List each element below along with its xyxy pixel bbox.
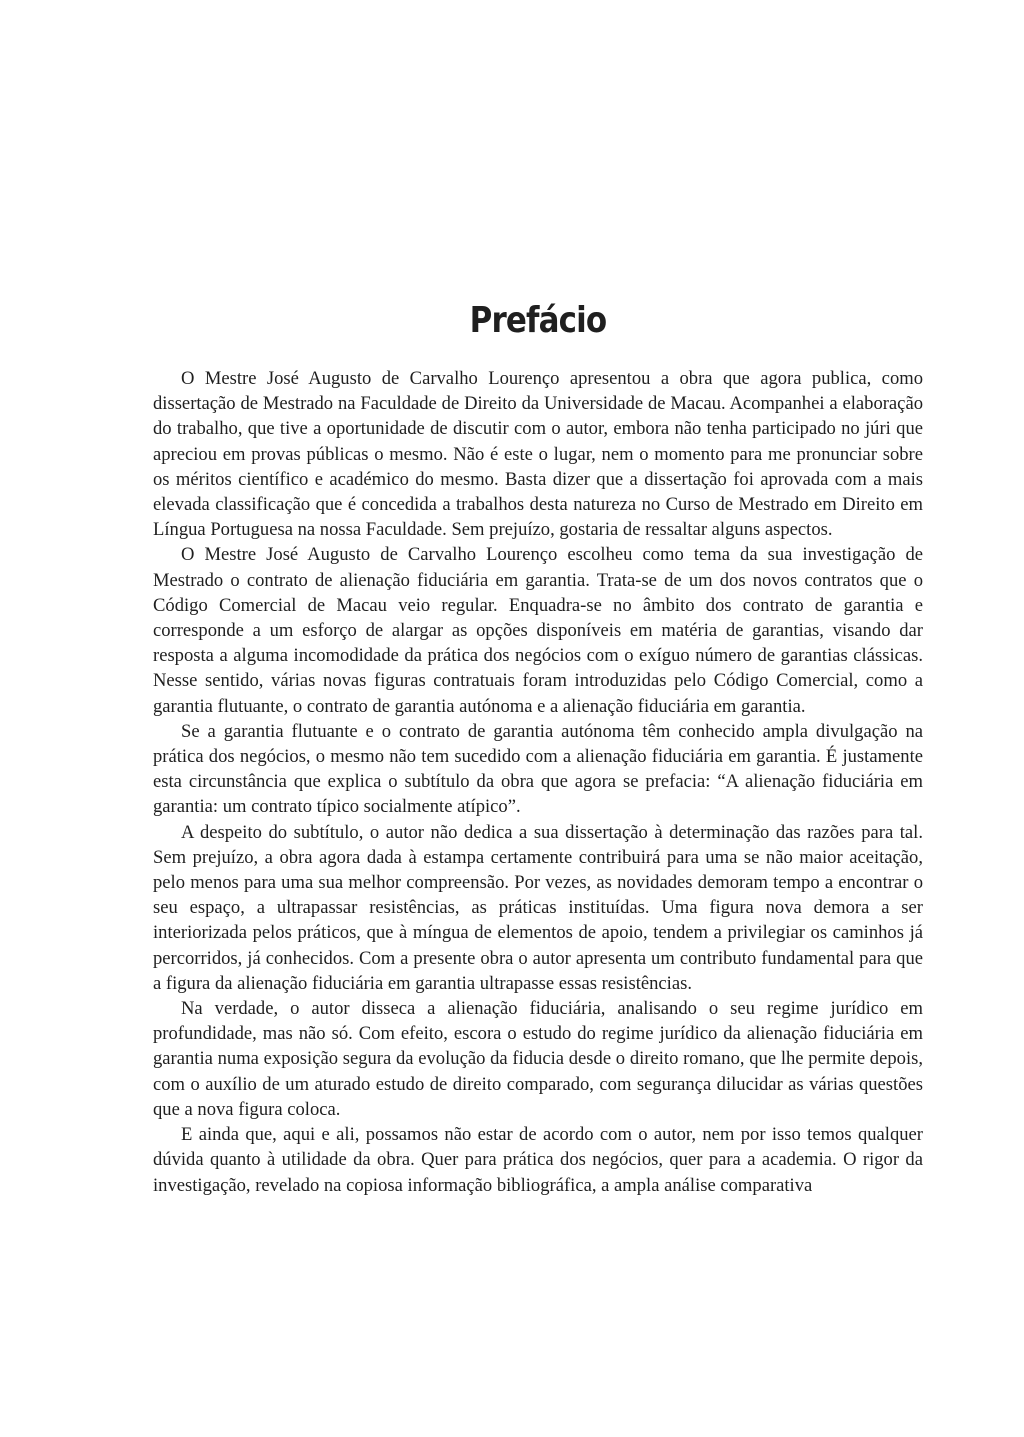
preface-body	[153, 366, 923, 1198]
paragraph: Se a garantia flutuante e o contrato de garantia autónoma têm conhecido ampla divulgação na prática dos negócios, o mesmo não tem sucedido com a alienação fiduciária em garantia. É justamente esta circunstância que explica o subtítulo da obra que agora se prefacia: “A alienação fiduciária em garantia: um contrato típico socialmente atípico”.	[153, 720, 923, 818]
page-title: Prefácio	[469, 300, 607, 341]
paragraph: E ainda que, aqui e ali, possamos não estar de acordo com o autor, nem por isso temos qualquer dúvida quanto à utilidade da obra. Quer para prática dos negócios, quer para a academia. O rigor da investigação, revelado na copiosa informação bibliográfica, a ampla análise comparativa	[153, 1124, 923, 1196]
paragraph: O Mestre José Augusto de Carvalho Lourenço apresentou a obra que agora publica, como dissertação de Mestrado na Faculdade de Direito da Universidade de Macau. Acompanhei a elaboração do trabalho, que tive a oportunidade de discutir com o autor, embora não tenha participado no júri que apreciou em provas públicas o mesmo. Não é este o lugar, nem o momento para me pronunciar sobre os méritos científico e académico do mesmo. Basta dizer que a dissertação foi aprovada com a mais elevada classificação que é concedida a trabalhos desta natureza no Curso de Mestrado em Direito em Língua Portuguesa na nossa Faculdade. Sem prejuízo, gostaria de ressaltar alguns aspectos.	[153, 368, 923, 541]
paragraph: Na verdade, o autor disseca a alienação fiduciária, analisando o seu regime jurídico em profundidade, mas não só. Com efeito, escora o estudo do regime jurídico da alienação fiduciária em garantia numa exposição segura da evolução da fiducia desde o direito romano, que lhe permite depois, com o auxílio de um aturado estudo de direito comparado, com segurança dilucidar as várias questões que a nova figura coloca.	[153, 998, 923, 1120]
paragraph: A despeito do subtítulo, o autor não dedica a sua dissertação à determinação das razões para tal. Sem prejuízo, a obra agora dada à estampa certamente contribuirá para uma se não maior aceitação, pelo menos para uma sua melhor compreensão. Por vezes, as novidades demoram tempo a encontrar o seu espaço, a ultrapassar resistências, as práticas instituídas. Uma figura nova demora a ser interiorizada pelos práticos, que à míngua de elementos de apoio, tendem a privilegiar os caminhos já percorridos, já conhecidos. Com a presente obra o autor apresenta um contributo fundamental para que a figura da alienação fiduciária em garantia ultrapasse essas resistências.	[153, 821, 923, 994]
paragraph: O Mestre José Augusto de Carvalho Lourenço escolheu como tema da sua investigação de Mestrado o contrato de alienação fiduciária em garantia. Trata-se de um dos novos contratos que o Código Comercial de Macau veio regular. Enquadra-se no âmbito dos contrato de garantia e corresponde a um esforço de alargar as opções disponíveis em matéria de garantias, visando dar resposta a alguma incomodidade da prática dos negócios com o exíguo número de garantias clássicas. Nesse sentido, várias novas figuras contratuais foram introduzidas pelo Código Comercial, como a garantia flutuante, o contrato de garantia autónoma e a alienação fiduciária em garantia.	[153, 544, 923, 717]
